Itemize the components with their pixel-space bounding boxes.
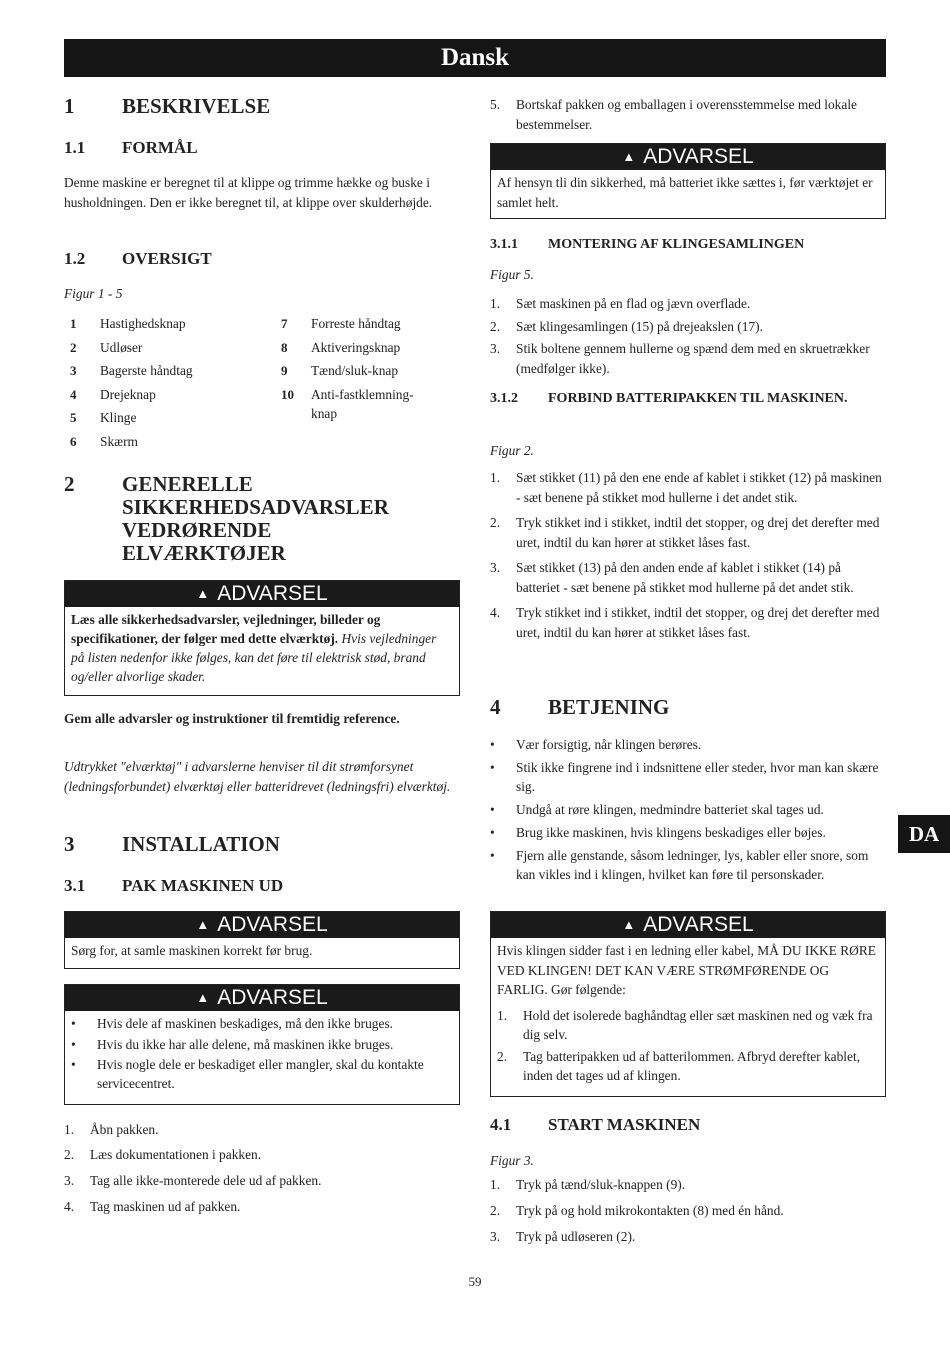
steps-list: 1. Tryk på tænd/sluk-knappen (9). 2. Tryk på og hold mikrokontakten (8) med én hånd. 3. Tryk på udløseren (2). xyxy=(490,1177,784,1244)
subsection-heading: 1.1 FORMÅL xyxy=(64,138,198,157)
section-heading: 2 GENERELLE SIKKERHEDSADVARSLER VEDRØRENDE ELVÆRKTØJER xyxy=(64,472,389,565)
warning-text: Sørg for, at samle maskinen korrekt før brug. xyxy=(71,943,313,958)
list-item: 9 Tænd/sluk-knap xyxy=(281,363,399,378)
warning-triangle-icon: ▲ xyxy=(196,990,210,1005)
page-number: 59 xyxy=(468,1274,482,1289)
list-item: 1 Hastighedsknap xyxy=(70,316,186,331)
warning-triangle-icon: ▲ xyxy=(622,149,636,164)
paragraph: Denne maskine er beregnet til at klippe og trimme hække og buske i husholdningen. Den er ikke beregnet til, at klippe over skulderhøjde. xyxy=(64,175,433,210)
list-item: • Hvis dele af maskinen beskadiges, må den ikke bruges. xyxy=(71,1016,393,1031)
list-item: 3 Bagerste håndtag xyxy=(70,363,193,378)
list-item: 4 Drejeknap xyxy=(70,386,156,402)
warning-box: ▲ ADVARSEL Hvis klingen sidder fast i en ledning eller kabel, MÅ DU IKKE RØRE VED KLINGEN! DET KAN VÆRE STRØMFØRENDE OG FARLIG. Gør følgende: 1. Hold det isolerede baghåndtag eller sæt maskinen ned og væk fra dig selv. 2. Tag batteripakken ud af batterilommen. Afbryd derefter kablet, inden det tages ud af klingen. xyxy=(490,911,886,1097)
warning-text: Af hensyn tli din sikkerhed, må batteriet ikke sættes i, før værktøjet er samlet helt. xyxy=(497,175,873,210)
figure-reference: Figur 5. xyxy=(490,267,534,282)
steps-list: 1. Åbn pakken. 2. Læs dokumentationen i pakken. 3. Tag alle ikke-monterede dele ud af pakken. 4. Tag maskinen ud af pakken. xyxy=(64,1122,322,1214)
subsubsection-heading: 3.1.1 MONTERING AF KLINGESAMLINGEN xyxy=(490,237,805,252)
warning-box: ▲ ADVARSEL Sørg for, at samle maskinen korrekt før brug. xyxy=(64,911,460,969)
list-item: 2 Udløser xyxy=(70,339,143,355)
warning-box: ▲ ADVARSEL • Hvis dele af maskinen beskadiges, må den ikke bruges. • Hvis du ikke har alle delene, må maskinen ikke bruges. • Hvis nogle dele er beskadiget eller mangler, skal du kontakte servicecentret. xyxy=(64,984,460,1105)
subsection-heading: 3.1 PAK MASKINEN UD xyxy=(64,876,284,895)
list-item: 7 Forreste håndtag xyxy=(281,316,401,331)
list-item: • Hvis nogle dele er beskadiget eller mangler, skal du kontakte servicecentret. xyxy=(71,1057,424,1091)
bullet-list: • Vær forsigtig, når klingen berøres. • Stik ikke fingrene ind i indsnittene eller steder, hvor man kan skære sig. • Undgå at røre klingen, medmindre batteriet skal tages ud. • Brug ikke maskinen, hvis klingens beskadiges eller bøjes. • Fjern alle genstande, såsom ledninger, lys, kabler eller snore, som kan vikles ind i klingen, hvilket kan føre til personskader. xyxy=(490,737,879,882)
subsection-heading: 4.1 START MASKINEN xyxy=(490,1115,701,1134)
warning-triangle-icon: ▲ xyxy=(196,586,210,601)
list-item: 5 Klinge xyxy=(70,410,137,425)
list-item: • Hvis du ikke har alle delene, må maskinen ikke bruges. xyxy=(71,1036,394,1052)
overview-list xyxy=(280,312,460,424)
warning-box: ▲ ADVARSEL Af hensyn tli din sikkerhed, må batteriet ikke sættes i, før værktøjet er samlet helt. xyxy=(490,143,886,219)
warning-bold-text: Læs alle sikkerhedsadvarsler, vejledninger, billeder og specifikationer, der følger med dette elværktøj. xyxy=(71,612,381,646)
warning-box xyxy=(64,580,460,696)
warning-italic-text: Hvis vejledninger på listen nedenfor ikke følges, kan det føre til elektrisk stød, brand og/eller alvorlige skader. xyxy=(71,631,437,684)
figure-reference: Figur 2. xyxy=(490,443,534,458)
section-heading: 4 BETJENING xyxy=(490,695,670,719)
paragraph-italic: Udtrykket "elværktøj" i advarslerne henviser til dit strømforsynet (ledningsforbundet) elværktøj eller batteridrevet (ledningsfri) elværktøj. xyxy=(64,759,451,794)
figure-reference: Figur 3. xyxy=(490,1153,534,1168)
subsubsection-heading: 3.1.2 FORBIND BATTERIPAKKEN TIL MASKINEN. xyxy=(490,391,848,406)
warning-header: ▲ ADVARSEL xyxy=(65,581,459,607)
list-item: 5. Bortskaf pakken og emballagen i overensstemmelse med lokale bestemmelser. xyxy=(490,97,857,132)
section-heading: 1 BESKRIVELSE xyxy=(64,94,271,118)
warning-triangle-icon: ▲ xyxy=(196,917,210,932)
list-item: 10 Anti-fastklemning-knap xyxy=(281,386,414,421)
overview-list xyxy=(64,312,264,453)
page-banner: Dansk xyxy=(64,39,886,77)
list-item: 8 Aktiveringsknap xyxy=(281,339,401,355)
subsection-heading: 1.2 OVERSIGT xyxy=(64,249,212,268)
figure-reference: Figur 1 - 5 xyxy=(64,286,123,301)
steps-list: 1. Sæt stikket (11) på den ene ende af kablet i stikket (12) på maskinen - sæt benene på stikket mod hullerne i det andet stik. 2. Tryk stikket ind i stikket, indtil det stopper, og drej det derefter med uret, indtil du kan hører at stikket låses fast. 3. Sæt stikket (13) på den anden ende af kablet i stikket (14) på batteriet - sæt benene på stikket mod hullerne på det andet stik. 4. Tryk stikket ind i stikket, indtil det stopper, og drej det derefter med uret, indtil du kan hører at stikket låses fast. xyxy=(490,470,882,640)
section-heading: 3 INSTALLATION xyxy=(64,832,280,856)
language-tab: DA xyxy=(898,815,950,853)
warning-text: Hvis klingen sidder fast i en ledning eller kabel, MÅ DU IKKE RØRE VED KLINGEN! DET KAN VÆRE STRØMFØRENDE OG FARLIG. Gør følgende: xyxy=(497,943,876,997)
list-item: 6 Skærm xyxy=(70,433,138,449)
steps-list: 1. Sæt maskinen på en flad og jævn overflade. 2. Sæt klingesamlingen (15) på drejeakslen (17). 3. Stik boltene gennem hullerne og spænd dem med en skruetrækker (medfølger ikke). xyxy=(490,296,870,376)
warning-triangle-icon: ▲ xyxy=(622,917,636,932)
paragraph-bold: Gem alle advarsler og instruktioner til fremtidig reference. xyxy=(64,711,400,726)
